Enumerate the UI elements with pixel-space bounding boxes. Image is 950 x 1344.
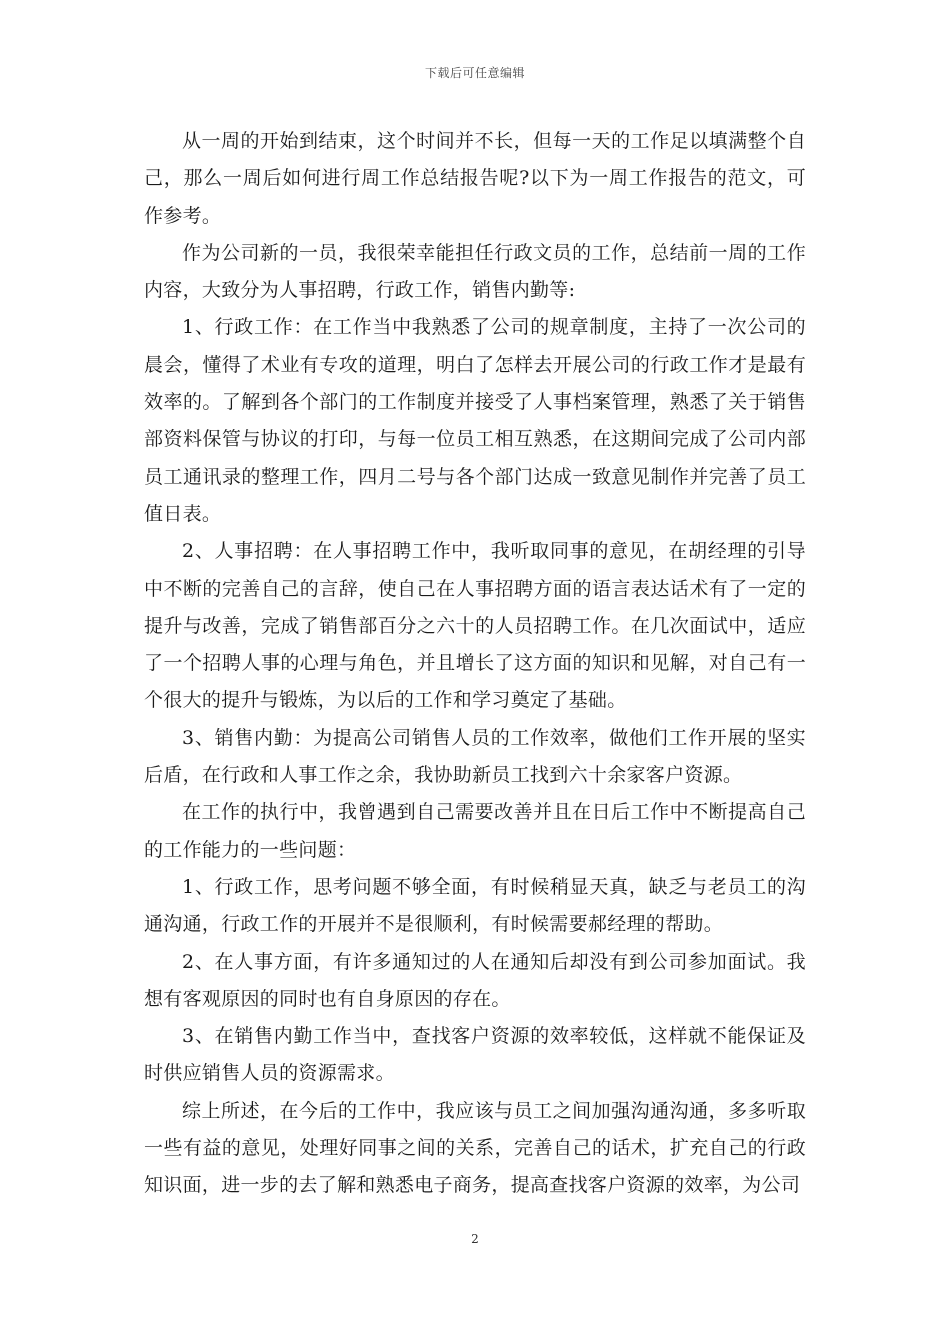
paragraph-overview: 作为公司新的一员，我很荣幸能担任行政文员的工作，总结前一周的工作内容，大致分为人事招聘，行政工作，销售内勤等: (144, 241, 806, 302)
paragraph-recruitment: 2、人事招聘：在人事招聘工作中，我听取同事的意见，在胡经理的引导中不断的完善自己的言辞，使自己在人事招聘方面的语言表达话术有了一定的提升与改善，完成了销售部百分之六十的人员招聘工作。在几次面试中，适应了一个招聘人事的心理与角色，并且增长了这方面的知识和见解，对自己有一个很大的提升与锻炼，为以后的工作和学习奠定了基础。 (144, 540, 806, 712)
paragraph-problem-hr: 2、在人事方面，有许多通知过的人在通知后却没有到公司参加面试。我想有客观原因的同时也有自身原因的存在。 (144, 950, 806, 1010)
paragraph-intro: 从一周的开始到结束，这个时间并不长，但每一天的工作足以填满整个自己，那么一周后如何进行周工作总结报告呢?以下为一周工作报告的范文，可作参考。 (144, 130, 806, 227)
page-number: 2 (471, 1232, 479, 1246)
page-header-note: 下载后可任意编辑 (424, 66, 525, 80)
paragraph-summary: 综上所述，在今后的工作中，我应该与员工之间加强沟通沟通，多多听取一些有益的意见，处理好同事之间的关系，完善自己的话术，扩充自己的行政知识面，进一步的去了解和熟悉电子商务，提高查找客户资源的效率，为公司 (144, 1099, 806, 1197)
paragraph-problems-intro: 在工作的执行中，我曾遇到自己需要改善并且在日后工作中不断提高自己的工作能力的一些问题： (144, 801, 806, 861)
paragraph-admin-work: 1、行政工作：在工作当中我熟悉了公司的规章制度，主持了一次公司的晨会，懂得了术业有专攻的道理，明白了怎样去开展公司的行政工作才是最有效率的。了解到各个部门的工作制度并接受了人事档案管理，熟悉了关于销售部资料保管与协议的打印，与每一位员工相互熟悉，在这期间完成了公司内部员工通讯录的整理工作，四月二号与各个部门达成一致意见制作并完善了员工值日表。 (144, 316, 806, 525)
document-body (144, 123, 806, 1205)
paragraph-sales-support: 3、销售内勤：为提高公司销售人员的工作效率，做他们工作开展的坚实后盾，在行政和人事工作之余，我协助新员工找到六十余家客户资源。 (144, 726, 806, 787)
paragraph-problem-sales: 3、在销售内勤工作当中，查找客户资源的效率较低，这样就不能保证及时供应销售人员的资源需求。 (144, 1025, 806, 1085)
paragraph-problem-admin: 1、行政工作，思考问题不够全面，有时候稍显天真，缺乏与老员工的沟通沟通，行政工作的开展并不是很顺利，有时候需要郝经理的帮助。 (144, 875, 806, 936)
